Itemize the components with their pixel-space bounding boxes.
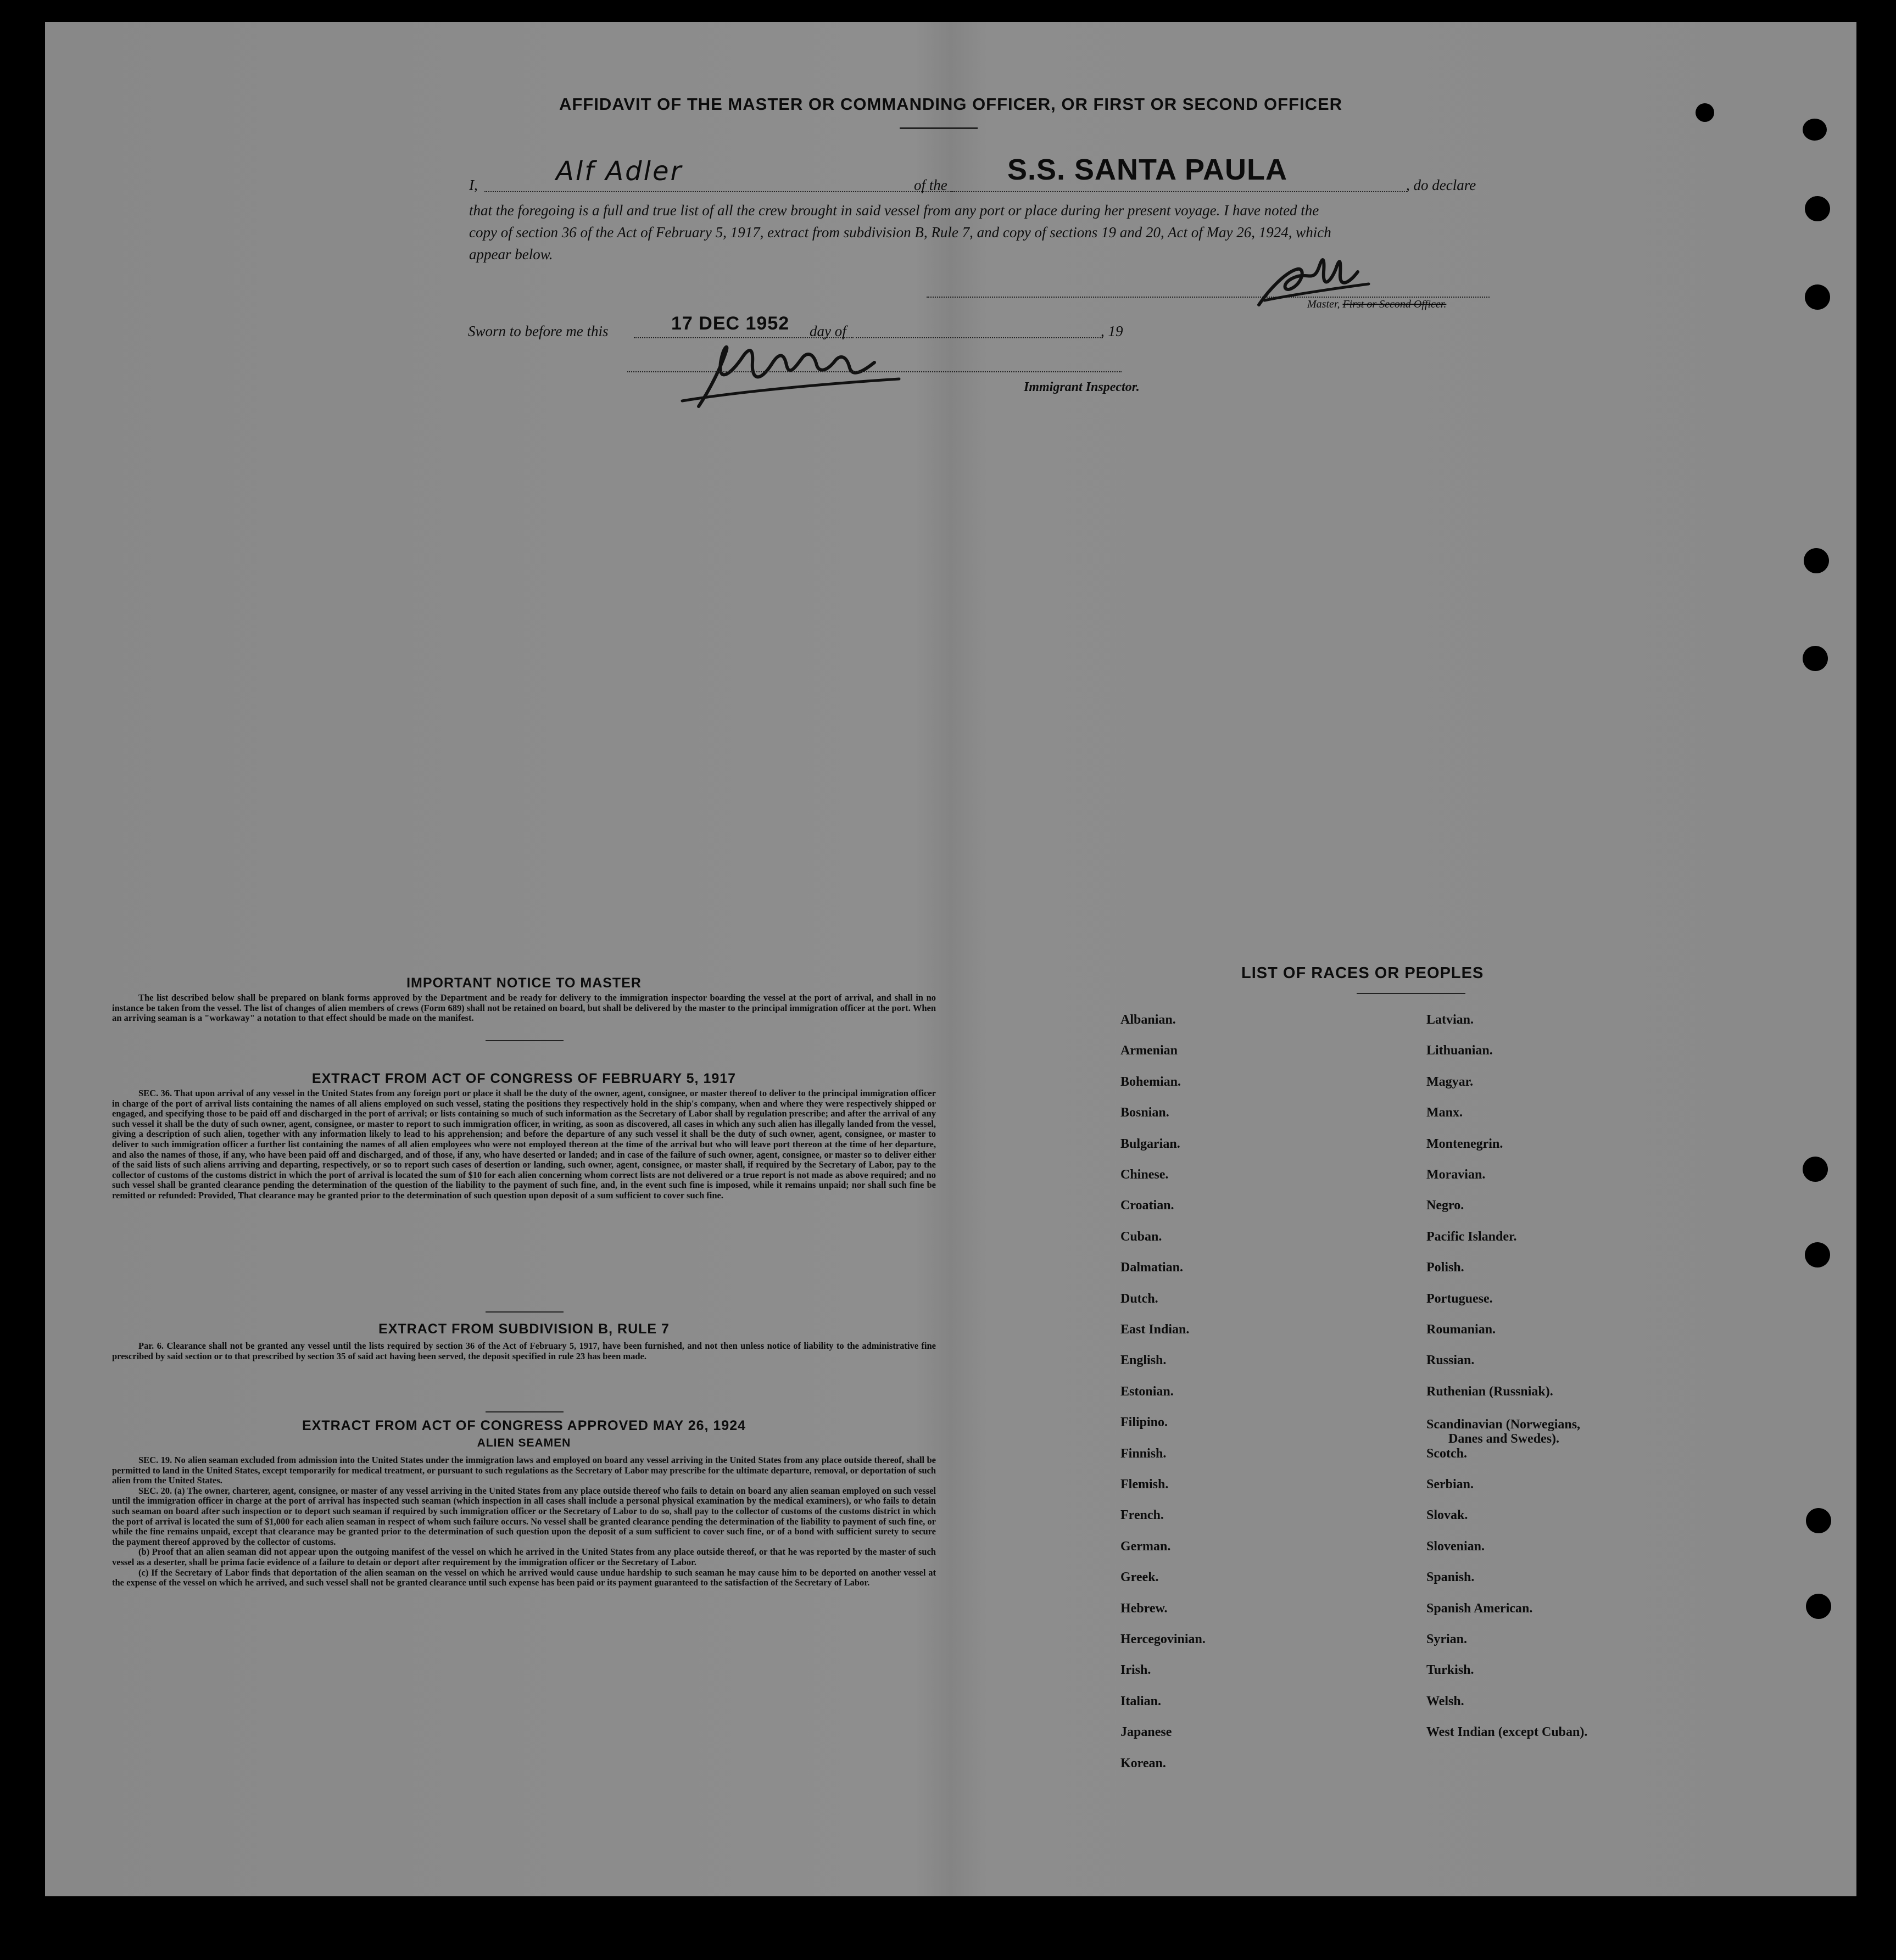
punch-hole bbox=[1805, 196, 1830, 221]
extract-rule7-divider bbox=[486, 1411, 564, 1412]
race-item: Serbian. bbox=[1426, 1477, 1474, 1492]
race-item: Danes and Swedes). bbox=[1448, 1432, 1560, 1447]
race-item: Estonian. bbox=[1120, 1384, 1174, 1399]
statement-line-1: that the foregoing is a full and true list of all the crew brought in said vessel from any port or place during her present voyage. I have noted the bbox=[469, 202, 1319, 219]
race-item: Flemish. bbox=[1120, 1477, 1169, 1492]
race-item: Slovenian. bbox=[1426, 1539, 1485, 1554]
master-struck-text: First or Second Officer. bbox=[1342, 298, 1447, 310]
races-title: LIST OF RACES OR PEOPLES bbox=[1241, 964, 1484, 982]
punch-hole bbox=[1806, 1594, 1831, 1619]
race-item: Italian. bbox=[1120, 1694, 1162, 1708]
race-item: Scandinavian (Norwegians, bbox=[1426, 1417, 1581, 1432]
race-item: Ruthenian (Russniak). bbox=[1426, 1384, 1553, 1399]
race-item: French. bbox=[1120, 1508, 1164, 1523]
section-20c-paragraph: (c) If the Secretary of Labor finds that deportation of the alien seaman on the vessel on which he arrived would cause undue hardship to such seaman he may cause him to be deported on another vessel at the expense of the vessel on which he arrived, and such vessel shall not be granted clearance until such expense has been paid or its payment guaranteed to the satisfaction of the Secretary of Labor. bbox=[112, 1567, 936, 1588]
master-signature-line bbox=[927, 297, 1490, 298]
affidavit-title: AFFIDAVIT OF THE MASTER OR COMMANDING OFFICER, OR FIRST OR SECOND OFFICER bbox=[559, 94, 1343, 114]
race-item: Pacific Islander. bbox=[1426, 1229, 1517, 1244]
punch-hole bbox=[1804, 548, 1829, 573]
statement-line-3: appear below. bbox=[469, 246, 553, 263]
extract-1917-title: EXTRACT FROM ACT OF CONGRESS OF FEBRUARY 5, 1917 bbox=[311, 1071, 737, 1086]
of-the-label: of the bbox=[914, 177, 947, 193]
race-item: Bulgarian. bbox=[1120, 1136, 1180, 1151]
extract-1924-body bbox=[112, 1455, 936, 1588]
race-item: Welsh. bbox=[1426, 1694, 1464, 1708]
race-item: Hercegovinian. bbox=[1120, 1632, 1206, 1646]
race-item: Negro. bbox=[1426, 1198, 1464, 1213]
race-item: Japanese bbox=[1120, 1725, 1172, 1740]
race-item: Roumanian. bbox=[1426, 1322, 1496, 1337]
vessel-name: S.S. SANTA PAULA bbox=[1007, 153, 1288, 186]
race-item: Lithuanian. bbox=[1426, 1043, 1493, 1058]
notice-title: IMPORTANT NOTICE TO MASTER bbox=[406, 975, 642, 991]
race-item: Dutch. bbox=[1120, 1291, 1158, 1306]
officer-name-line bbox=[484, 191, 957, 192]
race-item: Slovak. bbox=[1426, 1508, 1468, 1523]
extract-1924-title: EXTRACT FROM ACT OF CONGRESS APPROVED MAY 26, 1924 bbox=[302, 1418, 746, 1433]
extract-1917-text: SEC. 36. That upon arrival of any vessel in the United States from any foreign port or place it shall be the duty of the owner, agent, consignee, or master thereof to deliver to the principal immigration officer in charge of the port of arrival lists containing the names of all aliens employed on such vessel, stating the positions they respectively hold in the ship's company, when and where they were respectively shipped or engaged, and specifying those to be paid off and discharged in the port of arrival; or lists containing so much of such information as the Secretary of Labor shall by regulation prescribe; and after the arrival of any such vessel it shall be the duty of such owner, agent, consignee, or master to report to such immigration officer, in writing, as soon as discovered, all cases in which any such alien has illegally landed from the vessel, giving a description of such alien, together with any information likely to lead to his apprehension; and before the departure of any such vessel it shall be the duty of such owner, agent, consignee, or master to deliver to such immigration officer a further list containing the names of all alien employees who were not employed thereon at the time of the arrival but who will leave port thereon at the time of her departure, and also the names of those, if any, who have been paid off and discharged, and of those, if any, who have deserted or landed; and in case of the failure of such owner, agent, consignee, or master so to deliver either of the said lists of such aliens arriving and departing, respectively, or so to report such cases of desertion or landing, such owner, agent, consignee, or master shall, if required by the Secretary of Labor, pay to the collector of customs of the customs district in which the port of arrival is located the sum of $10 for each alien concerning whom correct lists are not delivered or a true report is not made as above required; and no such vessel shall be granted clearance pending the determination of the question of the liability to the payment of such fine, and, in the event such fine is imposed, while it remains unpaid; nor shall such fine be remitted or refunded: Provided, That clearance may be granted prior to the determination of such question upon deposit of a sum sufficient to cover such fine. bbox=[112, 1088, 936, 1200]
race-item: Hebrew. bbox=[1120, 1601, 1168, 1616]
race-item: Filipino. bbox=[1120, 1415, 1168, 1430]
extract-1924-subtitle: ALIEN SEAMEN bbox=[477, 1437, 571, 1449]
inspector-signature bbox=[677, 340, 907, 412]
punch-hole bbox=[1805, 284, 1830, 310]
race-item: Spanish. bbox=[1426, 1570, 1475, 1585]
race-item: Syrian. bbox=[1426, 1632, 1468, 1646]
year-prefix: , 19 bbox=[1101, 323, 1123, 339]
race-item: East Indian. bbox=[1120, 1322, 1190, 1337]
race-item: Korean. bbox=[1120, 1756, 1166, 1771]
race-item: Finnish. bbox=[1120, 1446, 1167, 1461]
race-item: Moravian. bbox=[1426, 1168, 1486, 1182]
punch-hole bbox=[1805, 1242, 1830, 1267]
extract-rule7-title: EXTRACT FROM SUBDIVISION B, RULE 7 bbox=[378, 1321, 670, 1337]
section-20a-paragraph: SEC. 20. (a) The owner, charterer, agent, consignee, or master of any vessel arriving in the United States from any place outside thereof who fails to detain on board any alien seaman employed on such vessel until the immigration officer in charge at the port of arrival has inspected such seaman (which inspection in all cases shall include a personal physical examination by the medical examiners), or who fails to detain such seaman on board after such inspection or to deport such seaman if required by such immigration officer or the Secretary of Labor to do so, shall pay to the collector of customs of the customs district in which the port of arrival is located the sum of $1,000 for each alien seaman in respect of whom such failure occurs. No vessel shall be granted clearance pending the determination of the liability to payment of such fine, or while the fine remains unpaid, except that clearance may be granted prior to the determination of such question upon the deposit of a sum sufficient to cover such fine, or of a bond with sufficient surety to secure the payment thereof approved by the collector of customs. bbox=[112, 1485, 936, 1547]
race-item: Latvian. bbox=[1426, 1013, 1474, 1027]
vessel-name-line bbox=[951, 191, 1407, 192]
master-label bbox=[1307, 298, 1446, 311]
notice-text: The list described below shall be prepared on blank forms approved by the Department and be ready for delivery to the immigration inspector boarding the vessel at the port of arrival, and shall in no instance be taken from the vessel. The list of changes of alien members of crews (Form 689) shall not be retained on board, but shall be delivered by the master to the principal immigration officer at the port. When an arriving seaman is a "workaway" a notation to that effect should be made on the manifest. bbox=[112, 992, 936, 1024]
race-item: Russian. bbox=[1426, 1353, 1475, 1368]
punch-hole bbox=[1806, 1508, 1831, 1533]
notice-divider bbox=[486, 1040, 564, 1041]
race-item: Croatian. bbox=[1120, 1198, 1174, 1213]
race-item: Cuban. bbox=[1120, 1229, 1162, 1244]
extract-rule7-text: Par. 6. Clearance shall not be granted any vessel until the lists required by section 36 of the Act of February 5, 1917, have been furnished, and not then unless notice of liability to the administrative fine prescribed by said section or to that prescribed by section 35 of said act having been served, the deposit specified in rule 23 has been made. bbox=[112, 1341, 936, 1361]
day-of-label: day of bbox=[810, 323, 846, 339]
race-item: Armenian bbox=[1120, 1043, 1178, 1058]
races-divider bbox=[1357, 993, 1465, 994]
officer-name: Alf Adler bbox=[556, 156, 683, 187]
race-item: Bosnian. bbox=[1120, 1105, 1169, 1120]
race-item: English. bbox=[1120, 1353, 1167, 1368]
race-item: Albanian. bbox=[1120, 1013, 1176, 1027]
race-item: Chinese. bbox=[1120, 1168, 1169, 1182]
race-item: Spanish American. bbox=[1426, 1601, 1533, 1616]
race-item: Greek. bbox=[1120, 1570, 1159, 1585]
race-item: Montenegrin. bbox=[1426, 1136, 1503, 1151]
race-item: Bohemian. bbox=[1120, 1074, 1181, 1089]
document-sheet bbox=[45, 22, 1856, 1896]
title-divider bbox=[900, 127, 978, 129]
punch-hole bbox=[1803, 1157, 1828, 1182]
extract-1917-divider bbox=[486, 1311, 564, 1313]
sworn-date-stamp: 17 DEC 1952 bbox=[671, 313, 790, 334]
race-item: Dalmatian. bbox=[1120, 1260, 1183, 1275]
sworn-prefix: Sworn to before me this bbox=[468, 323, 609, 339]
race-item: Manx. bbox=[1426, 1105, 1463, 1120]
section-19-paragraph: SEC. 19. No alien seaman excluded from admission into the United States under the immigration laws and employed on board any vessel arriving in the United States from any place outside thereof, shall be permitted to land in the United States, except temporarily for medical treatment, or pursuant to such regulations as the Secretary of Labor may prescribe for the ultimate departure, removal, or deportation of such alien from the United States. bbox=[112, 1455, 936, 1486]
race-item: Scotch. bbox=[1426, 1446, 1467, 1461]
race-item: Magyar. bbox=[1426, 1074, 1474, 1089]
race-item: German. bbox=[1120, 1539, 1171, 1554]
sworn-month-line bbox=[856, 337, 1103, 338]
do-declare-label: , do declare bbox=[1406, 177, 1476, 193]
statement-line-2: copy of section 36 of the Act of February 5, 1917, extract from subdivision B, Rule 7, and copy of sections 19 and 20, Act of May 26, 1924, which bbox=[469, 224, 1331, 241]
race-item: Portuguese. bbox=[1426, 1291, 1493, 1306]
punch-hole bbox=[1803, 119, 1827, 141]
race-item: Turkish. bbox=[1426, 1663, 1474, 1678]
master-label-text: Master, bbox=[1307, 298, 1340, 310]
race-item: Irish. bbox=[1120, 1663, 1151, 1678]
race-item: Polish. bbox=[1426, 1260, 1464, 1275]
race-item: West Indian (except Cuban). bbox=[1426, 1725, 1588, 1740]
inspector-signature-line bbox=[627, 371, 1122, 372]
section-20b-paragraph: (b) Proof that an alien seaman did not appear upon the outgoing manifest of the vessel on which he arrived in the United States from any place outside thereof, or that he was reported by the master of such vessel as a deserter, shall be prima facie evidence of a failure to detain or deport after requirement by the immigration officer or the Secretary of Labor. bbox=[112, 1546, 936, 1567]
prefix-i: I, bbox=[469, 177, 478, 193]
punch-hole bbox=[1803, 646, 1828, 671]
inspector-label: Immigrant Inspector. bbox=[1024, 380, 1140, 394]
